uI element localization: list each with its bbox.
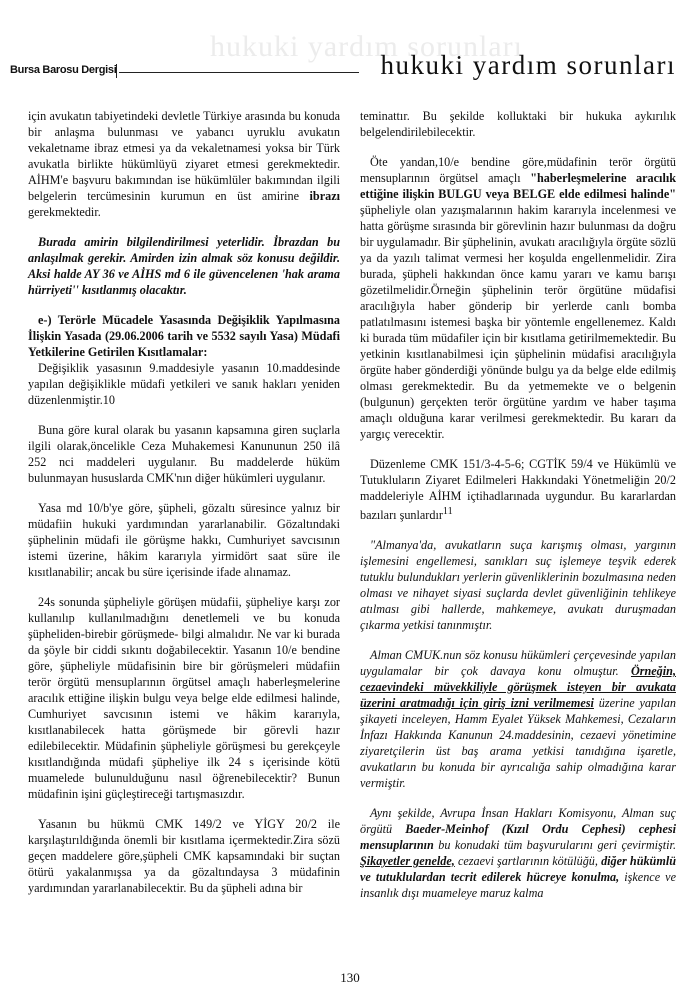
left-paragraph-3: e-) Terörle Mücadele Yasasında Değişiklik Yapılmasına İlişkin Yasada (29.06.2006 tarih ve 5532 sayılı Yasa) Müdafi Yetkilerine Getirilen Kısıtlamalar: Değişiklik yasasının 9.maddesiyle yasanın 10.maddesinde yapılan değişiklikle müdafi yetkileri ve sanık hakları yeniden düzenlenmiştir.10 (28, 313, 340, 407)
left-paragraph-6: 24s sonunda şüpheliyle görüşen müdafii, şüpheliye karşı zor kullanılıp kullanılmadığını denetlemeli ve bu konuda şüpheliden-birebir görüşmede- bilgi almalıdır. Ne var ki burada da şöyle bir ciddi sıkıntı doğabilecektir. Yasanın 10/e bendine göre, şüpheliyle müdafisinin bire bir görüşmeleri müdafiin terör örgütü mensuplarının örgütsel amaçlı haberleşmelerine aracılık ettiğine ilişkin bulgu veya belge elde edilmesi halinde, Cumhuriyet savcısının istemi ve hâkim kararıyla, kısıtlanabilecek hatta görüşmede bir görevli hazır edilebilecektir. Müdafinin şüpheliyle görüşmesi bu gerekçeyle kısıtlandığında müdafi şüpheliye ilk 24 s içerisinde kötü muamelede bulunulduğunu nasıl öğrenebilecektir? Bunun müdafinin işini güçleştireceği tartışmasızdır. (28, 595, 340, 801)
footnote-marker: 11 (442, 506, 453, 517)
right-paragraph-3: Düzenleme CMK 151/3-4-5-6; CGTİK 59/4 ve Hükümlü ve Tutukluların Ziyaret Edilmeleri Hakkındaki Yönetmeliğin 20/2 maddeleriyle AİHM içtihadlarınada uygundur. Bu kararlardan bazıları şunlardır$^{11}$ (360, 457, 676, 523)
section-title: hukuki yardım sorunları (380, 50, 676, 80)
header-rule (119, 72, 359, 73)
page-number: 130 (340, 970, 360, 985)
left-paragraph-2: Burada amirin bilgilendirilmesi yeterlidir. İbrazdan bu anlaşılmak gerekir. Amirden izin almak söz konusu değildir. Aksi halde AY 36 ve AİHS md 6 ile güvencelenen 'hak arama hürriyeti'' kısıtlanmış olacaktır. (28, 235, 340, 297)
right-paragraph-5: Alman CMUK.nun söz konusu hükümleri çerçevesinde yapılan uygulamalar bir çok davaya konu olmuştur. Örneğin, cezaevindeki müvekkiliyle görüşmek isteyen bir avukata üzerini aratmadığı için giriş izni verilmemesi üzerine yapılan şikayeti inceleyen, Hamm Eyalet Yüksek Mahkemesi, Cezaların İnfazı Hakkında Kanunun 24.maddesinin, cezaevi yönetimine ziyaretçilerin üst baş arama yetkisi tanıdığına işaretle, avukatların bu konuda bir ayrıcalığa sahip olmadığına karar vermiştir. (360, 648, 676, 791)
left-paragraph-4: Buna göre kural olarak bu yasanın kapsamına giren suçlarla ilgili olarak,öncelikle Ceza Muhakemesi Kanununun 250 ilâ 252 nci maddeleri uygulanır. Bu maddelerde hüküm bulunmayan hususlarda CMK'nın diğer hükümleri uygulanır. (28, 423, 340, 485)
right-paragraph-6: Aynı şekilde, Avrupa İnsan Hakları Komisyonu, Alman suç örgütü Baeder-Meinhof (Kızıl Ordu Cephesi) cephesi mensuplarının bu konudaki tüm başvurularını geri çevirmiştir. Şikayetler genelde, cezaevi şartlarının kötülüğü, diğer hükümlü ve tutuklulardan tecrit edilerek hücreye konulma, işkence ve insanlık dışı muameleye maruz kalma (360, 806, 676, 901)
ghost-header-text: hukuki yardım sorunları (210, 30, 523, 63)
right-column (360, 108, 676, 915)
left-paragraph-5: Yasa md 10/b'ye göre, şüpheli, gözaltı süresince yalnız bir müdafiin hukuki yardımından yararlanabilir. Gözaltındaki şüphelinin müdafi ile görüşme hakkı, Cumhuriyet savcısının istemi üzerine, hâkim kararıyla yirmidört saat süre ile kısıtlanabilir; ancak bu süre içerisinde ifade alınamaz. (28, 501, 340, 579)
section-heading: e-) Terörle Mücadele Yasasında Değişiklik Yapılmasına İlişkin Yasada (29.06.2006 tarih ve 5532 sayılı Yasa) Müdafi Yetkilerine Getirilen Kısıtlamalar: (28, 313, 340, 359)
journal-name: Bursa Barosu Dergisi (10, 64, 117, 76)
right-paragraph-2: Öte yandan,10/e bendine göre,müdafinin terör örgütü mensuplarının örgütsel amaçlı "haberleşmelerine aracılık ettiğine ilişkin BULGU veya BELGE elde edilmesi halinde" şüpheliyle olan yazışmalarının hakim kararıyla incelenmesi ve hatta görüşme sırasında bir görevlinin hazır bulunması da doğru bir uygulamadır. Bir şüphelinin, avukatı aracılığıyla örgüte sözlü ya da yazılı talimat vermesi her koşulda engellenmelidir. Zira burada, şüpheli hakkından önce kamu yararı ve kamu barışı gözetilmelidir.Örneğin şüphelinin terör örgütüne müdafisi aracılığıyla haber gönderip bir yerlerde canlı bomba patlatılmasını istemesi başka bir yöntemle engellenemez. Kaldı ki burada tüm müdafiler için bir kısıtlama getirilmemektedir. Bu yetkinin kısıtlanabilmesi için şüphelinin müdafisi aracılığıyla örgüte haber gönderdiği yönünde bulgu ya da belge elde edilmiş olması gerekmektedir. Bu da yetmemekte ve o belgenin (bulgunun) gerçekten terör örgütüne yardım ve haber taşıma amaçlı olduğuna karar verilmesi gerekmektedir. Bu kararı da yargıç verecektir. (360, 155, 676, 441)
left-paragraph-1: için avukatın tabiyetindeki devletle Türkiye arasında bu konuda bir anlaşma bulunması ve yabancı uyruklu avukatın vekaletname ibraz etmesi ya da vekaletnamesi yoksa bir Türk avukatla birlikte hükümlüyü ziyaret etmesi gerekmektedir. AİHM'e başvuru bakımından ise hükümlüler bakımından ilgili belgelerin tercümesinin kurumun en üst amirine ibrazı gerekmektedir. (28, 109, 340, 219)
page-header (0, 0, 700, 90)
right-paragraph-4: "Almanya'da, avukatların suça karışmış olması, yargının işlemesini engellemesi, sanıkları suç işlemeye teşvik ederek tutuklu bulundukları yerlerin güvenliklerinin bozulmasına neden olması ve nihayet siyasi suçlarda devlet güvenliğinin tehlikeye atılması gibi hallerde, mahkemeye, avukatı duruşmadan çıkarma yetkisi tanınmıştır. (360, 538, 676, 633)
left-column (28, 108, 340, 910)
left-paragraph-7: Yasanın bu hükmü CMK 149/2 ve YİGY 20/2 ile karşılaştırıldığında önemli bir kısıtlama içermektedir.Zira sözü geçen maddelere göre,şüpheli CMK kapsamındaki bir suçtan ötürü yakalanmışsa ya da gözaltındaysa 3 müdafinin yardımından yararlanabilecektir. Bu da şüpheli adına bir (28, 817, 340, 895)
header-tick (116, 64, 117, 78)
right-paragraph-1: teminattır. Bu şekilde kolluktaki bir hukuka aykırılık belgelendirilebilecektir. (360, 109, 676, 139)
